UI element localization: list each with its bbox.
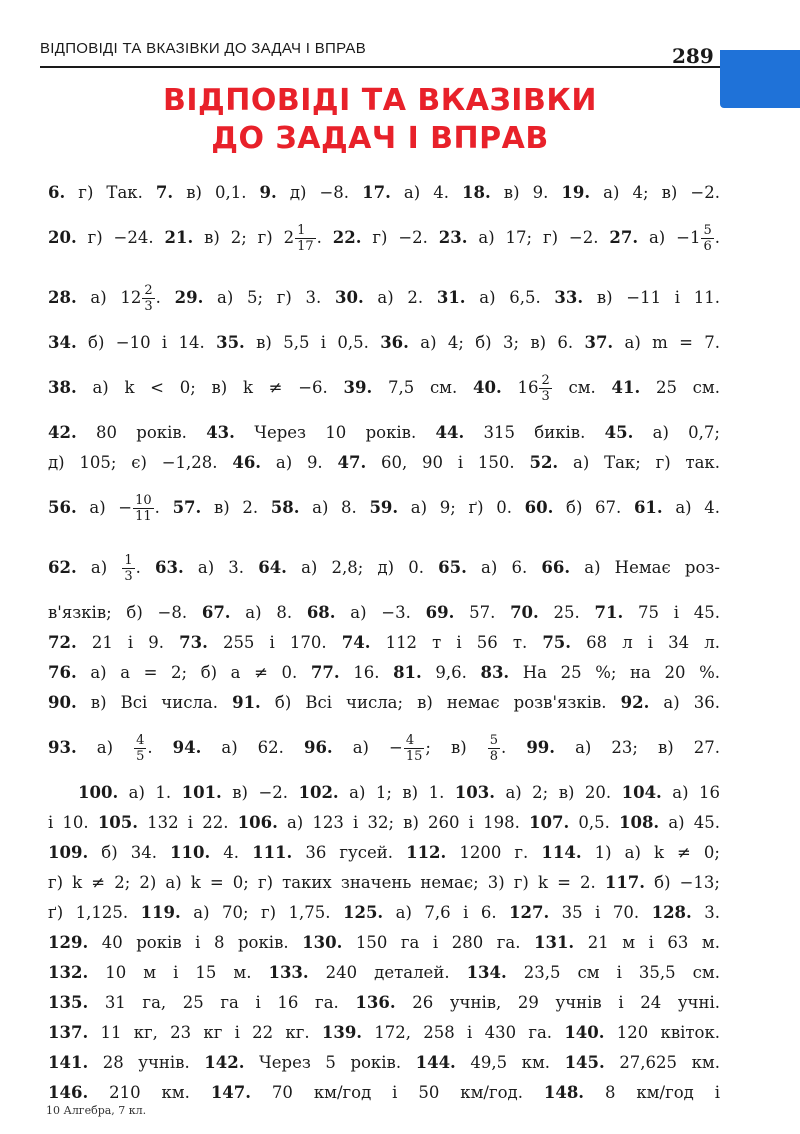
answer-text: см. bbox=[552, 378, 612, 397]
problem-number: 21. bbox=[164, 228, 194, 247]
problem-number: 117. bbox=[604, 873, 646, 892]
problem-number: 114. bbox=[541, 843, 582, 862]
problem-number: 18. bbox=[462, 183, 491, 202]
answer-text: 11 кг, 23 кг і 22 кг. bbox=[88, 1023, 322, 1042]
answer-text: а) 6,5. bbox=[465, 288, 555, 307]
problem-number: 70. bbox=[510, 603, 539, 622]
problem-number: 130. bbox=[302, 933, 343, 952]
answer-text: 1200 г. bbox=[446, 843, 542, 862]
answer-text: б) 34. bbox=[88, 843, 171, 862]
fraction-numerator: 4 bbox=[404, 733, 425, 749]
problem-number: 146. bbox=[48, 1083, 89, 1102]
problem-number: 92. bbox=[620, 693, 650, 712]
problem-number: 65. bbox=[438, 558, 467, 577]
fraction bbox=[488, 733, 500, 764]
answer-text: 4. bbox=[210, 843, 253, 862]
problem-number: 66. bbox=[541, 558, 571, 577]
answer-text: а) 9. bbox=[261, 453, 338, 472]
problem-number: 129. bbox=[48, 933, 89, 952]
problem-number: 58. bbox=[270, 498, 300, 517]
answer-text: а) 123 і 32; в) 260 і 198. bbox=[277, 813, 529, 832]
fraction bbox=[122, 553, 134, 584]
answer-text: а) 17; г) −2. bbox=[467, 228, 610, 247]
problem-number: 94. bbox=[172, 738, 202, 757]
answer-line bbox=[48, 658, 720, 688]
answer-text: а) −1 bbox=[638, 228, 701, 247]
answer-line bbox=[48, 988, 720, 1018]
answer-text: 68 л і 34 л. bbox=[571, 633, 720, 652]
answer-text: 10 м і 15 м. bbox=[88, 963, 269, 982]
fraction-denominator: 6 bbox=[703, 239, 712, 254]
problem-number: 132. bbox=[48, 963, 89, 982]
problem-number: 29. bbox=[174, 288, 204, 307]
answer-line bbox=[48, 808, 720, 838]
answer-text: а) a = 2; б) a ≠ 0. bbox=[76, 663, 311, 682]
answers-body bbox=[48, 178, 720, 1108]
page-title-line-2: ДО ЗАДАЧ І ВПРАВ bbox=[211, 121, 549, 156]
fraction-numerator: 1 bbox=[295, 223, 316, 239]
answer-text: а) 1; в) 1. bbox=[338, 783, 455, 802]
answer-text: 315 биків. bbox=[464, 423, 605, 442]
problem-number: 100. bbox=[78, 783, 119, 802]
problem-number: 46. bbox=[232, 453, 262, 472]
problem-number: 145. bbox=[564, 1053, 605, 1072]
fraction-denominator: 3 bbox=[124, 569, 133, 584]
answer-line bbox=[48, 328, 720, 358]
answer-text: 16. bbox=[339, 663, 394, 682]
fraction bbox=[701, 223, 713, 254]
fraction-numerator: 2 bbox=[541, 373, 550, 388]
answer-text: 255 і 170. bbox=[207, 633, 342, 652]
answer-text: 75 і 45. bbox=[623, 603, 720, 622]
answer-text: в) 2. bbox=[201, 498, 271, 517]
footer-signature: 10 Алгебра, 7 кл. bbox=[46, 1104, 147, 1117]
answer-text: 8 км/год і bbox=[584, 1083, 720, 1102]
answer-line bbox=[48, 358, 720, 418]
answer-line bbox=[48, 628, 720, 658]
answer-text: 23,5 см і 35,5 см. bbox=[506, 963, 720, 982]
answer-text: На 25 %; на 20 %. bbox=[509, 663, 720, 682]
answer-text: 49,5 км. bbox=[455, 1053, 565, 1072]
problem-number: 103. bbox=[454, 783, 495, 802]
problem-number: 77. bbox=[310, 663, 340, 682]
fraction-denominator: 11 bbox=[135, 509, 152, 524]
fraction bbox=[404, 733, 425, 764]
answer-text: 9,6. bbox=[421, 663, 481, 682]
problem-number: 147. bbox=[210, 1083, 251, 1102]
answer-text: 31 га, 25 га і 16 га. bbox=[88, 993, 356, 1012]
answer-text: г) k ≠ 2; 2) а) k = 0; г) таких значень немає; 3) г) k = 2. bbox=[48, 873, 605, 892]
answer-text: а) 3. bbox=[183, 558, 259, 577]
answer-line bbox=[48, 688, 720, 718]
problem-number: 42. bbox=[48, 423, 77, 442]
page-number: 289 bbox=[672, 44, 714, 68]
fraction-denominator: 15 bbox=[405, 749, 423, 764]
answer-line bbox=[48, 868, 720, 898]
answer-line bbox=[48, 898, 720, 928]
problem-number: 148. bbox=[543, 1083, 585, 1102]
problem-number: 139. bbox=[321, 1023, 363, 1042]
answer-text: 3. bbox=[691, 903, 720, 922]
answer-text: а) − bbox=[332, 738, 403, 757]
problem-number: 74. bbox=[341, 633, 371, 652]
fraction bbox=[539, 373, 551, 404]
problem-number: 106. bbox=[237, 813, 278, 832]
problem-number: 93. bbox=[48, 738, 77, 757]
page-title bbox=[0, 82, 760, 158]
answer-line bbox=[48, 1018, 720, 1048]
answer-text: г) Так. bbox=[65, 183, 156, 202]
answer-line bbox=[48, 178, 720, 208]
answer-text: а) 12 bbox=[76, 288, 142, 307]
answer-text: а) Так; г) так. bbox=[558, 453, 720, 472]
answer-text: а) 6. bbox=[466, 558, 542, 577]
answer-text: в) Всі числа. bbox=[76, 693, 233, 712]
answer-text: 40 років і 8 років. bbox=[88, 933, 303, 952]
answer-text: 27,625 км. bbox=[604, 1053, 720, 1072]
answer-text: . bbox=[316, 228, 333, 247]
answer-text: 36 гусей. bbox=[292, 843, 407, 862]
problem-number: 136. bbox=[355, 993, 396, 1012]
answer-text: . bbox=[154, 498, 173, 517]
problem-number: 81. bbox=[393, 663, 422, 682]
answer-line bbox=[48, 1078, 720, 1108]
fraction-numerator: 10 bbox=[135, 493, 152, 508]
fraction-numerator: 2 bbox=[144, 283, 153, 298]
problem-number: 41. bbox=[611, 378, 641, 397]
answer-text: 1) а) k ≠ 0; bbox=[581, 843, 720, 862]
answer-line bbox=[48, 598, 720, 628]
answer-text: . bbox=[501, 738, 527, 757]
problem-number: 35. bbox=[216, 333, 245, 352]
answer-text: а) 8. bbox=[299, 498, 370, 517]
answer-text: б) Всі числа; в) немає розв'язків. bbox=[260, 693, 621, 712]
answer-line bbox=[48, 538, 720, 598]
problem-number: 134. bbox=[466, 963, 507, 982]
problem-number: 68. bbox=[306, 603, 336, 622]
problem-number: 43. bbox=[206, 423, 235, 442]
problem-number: 76. bbox=[48, 663, 77, 682]
answer-text: . bbox=[147, 738, 173, 757]
answer-text: 25. bbox=[538, 603, 595, 622]
problem-number: 62. bbox=[48, 558, 77, 577]
answer-text: а) bbox=[76, 558, 122, 577]
answer-text: а) − bbox=[76, 498, 133, 517]
problem-number: 6. bbox=[48, 183, 66, 202]
problem-number: 141. bbox=[48, 1053, 89, 1072]
problem-number: 45. bbox=[604, 423, 634, 442]
problem-number: 83. bbox=[480, 663, 510, 682]
answer-text: б) −10 і 14. bbox=[76, 333, 217, 352]
problem-number: 22. bbox=[332, 228, 362, 247]
problem-number: 52. bbox=[529, 453, 559, 472]
answer-text: 120 квіток. bbox=[604, 1023, 721, 1042]
answer-line bbox=[48, 838, 720, 868]
answer-line bbox=[48, 268, 720, 328]
answer-text: а) 62. bbox=[201, 738, 304, 757]
answer-text: і 10. bbox=[48, 813, 98, 832]
problem-number: 128. bbox=[651, 903, 692, 922]
answer-text: 57. bbox=[454, 603, 511, 622]
answer-text: г) −2. bbox=[361, 228, 439, 247]
problem-number: 56. bbox=[48, 498, 77, 517]
problem-number: 135. bbox=[48, 993, 89, 1012]
problem-number: 107. bbox=[529, 813, 570, 832]
answer-text: 150 га і 280 га. bbox=[342, 933, 534, 952]
problem-number: 31. bbox=[436, 288, 466, 307]
answer-text: а) 16 bbox=[661, 783, 720, 802]
problem-number: 28. bbox=[48, 288, 77, 307]
answer-text: 70 км/год і 50 км/год. bbox=[251, 1083, 544, 1102]
fraction-numerator: 5 bbox=[489, 733, 499, 748]
answer-text: 21 і 9. bbox=[76, 633, 180, 652]
answer-text: б) 67. bbox=[553, 498, 634, 517]
running-head: ВІДПОВІДІ ТА ВКАЗІВКИ ДО ЗАДАЧ І ВПРАВ bbox=[40, 40, 367, 57]
answer-text: б) −13; bbox=[645, 873, 720, 892]
problem-number: 57. bbox=[172, 498, 202, 517]
problem-number: 125. bbox=[342, 903, 384, 922]
answer-text: 7,5 см. bbox=[372, 378, 473, 397]
answer-line bbox=[48, 208, 720, 268]
problem-number: 109. bbox=[48, 843, 89, 862]
problem-number: 27. bbox=[609, 228, 639, 247]
answer-text: а) bbox=[76, 738, 134, 757]
problem-number: 23. bbox=[438, 228, 468, 247]
problem-number: 63. bbox=[155, 558, 184, 577]
problem-number: 90. bbox=[48, 693, 77, 712]
problem-number: 39. bbox=[343, 378, 373, 397]
problem-number: 44. bbox=[435, 423, 465, 442]
answer-text: 240 деталей. bbox=[308, 963, 467, 982]
problem-number: 91. bbox=[232, 693, 261, 712]
answer-line bbox=[48, 478, 720, 538]
answer-text: а) 2,8; д) 0. bbox=[286, 558, 439, 577]
answer-line bbox=[48, 778, 720, 808]
problem-number: 99. bbox=[526, 738, 556, 757]
answer-text: а) 4; в) −2. bbox=[590, 183, 720, 202]
problem-number: 108. bbox=[618, 813, 660, 832]
answer-text: 60, 90 і 150. bbox=[366, 453, 530, 472]
problem-number: 47. bbox=[337, 453, 367, 472]
answer-text: а) 45. bbox=[659, 813, 720, 832]
answer-text: ґ) 1,125. bbox=[48, 903, 141, 922]
answer-text: а) 9; ґ) 0. bbox=[398, 498, 525, 517]
answer-text: в) 5,5 і 0,5. bbox=[244, 333, 381, 352]
problem-number: 7. bbox=[155, 183, 174, 202]
answer-text: г) −24. bbox=[76, 228, 165, 247]
answer-text: 172, 258 і 430 га. bbox=[362, 1023, 565, 1042]
problem-number: 59. bbox=[369, 498, 399, 517]
answer-line bbox=[48, 718, 720, 778]
answer-text: . bbox=[135, 558, 155, 577]
problem-number: 73. bbox=[179, 633, 208, 652]
fraction-numerator: 5 bbox=[703, 223, 712, 238]
problem-number: 60. bbox=[524, 498, 554, 517]
fraction-denominator: 5 bbox=[136, 749, 145, 764]
problem-number: 119. bbox=[140, 903, 181, 922]
problem-number: 40. bbox=[473, 378, 502, 397]
problem-number: 9. bbox=[259, 183, 277, 202]
answer-text: в'язків; б) −8. bbox=[48, 603, 202, 622]
answer-text: а) 8. bbox=[230, 603, 307, 622]
problem-number: 19. bbox=[561, 183, 591, 202]
answer-text: а) 2. bbox=[363, 288, 437, 307]
answer-text: а) 4; б) 3; в) 6. bbox=[408, 333, 585, 352]
problem-number: 71. bbox=[594, 603, 624, 622]
answer-text: а) m = 7. bbox=[613, 333, 720, 352]
answer-text: 112 т і 56 т. bbox=[370, 633, 543, 652]
answer-text: 21 м і 63 м. bbox=[574, 933, 720, 952]
problem-number: 133. bbox=[268, 963, 309, 982]
header-rule bbox=[40, 66, 730, 68]
answer-text: 0,5. bbox=[569, 813, 619, 832]
problem-number: 38. bbox=[48, 378, 77, 397]
answer-line bbox=[48, 448, 720, 478]
problem-number: 131. bbox=[533, 933, 575, 952]
answer-text: а) 5; г) 3. bbox=[203, 288, 335, 307]
problem-number: 96. bbox=[303, 738, 333, 757]
answer-text: а) 2; в) 20. bbox=[494, 783, 622, 802]
problem-number: 75. bbox=[542, 633, 572, 652]
answer-line bbox=[48, 958, 720, 988]
answer-text: 35 і 70. bbox=[549, 903, 652, 922]
problem-number: 64. bbox=[258, 558, 287, 577]
fraction bbox=[134, 733, 146, 764]
fraction bbox=[133, 493, 154, 524]
fraction-numerator: 4 bbox=[136, 733, 145, 748]
problem-number: 72. bbox=[48, 633, 77, 652]
answer-text: а) −3. bbox=[335, 603, 426, 622]
answer-text: в) −11 і 11. bbox=[583, 288, 720, 307]
answer-text: а) Немає роз- bbox=[570, 558, 720, 577]
problem-number: 30. bbox=[335, 288, 364, 307]
answer-text: в) 2; г) 2 bbox=[193, 228, 295, 247]
answer-text: 28 учнів. bbox=[88, 1053, 205, 1072]
answer-text: 26 учнів, 29 учнів і 24 учні. bbox=[395, 993, 720, 1012]
answer-text: 16 bbox=[501, 378, 539, 397]
fraction-denominator: 8 bbox=[489, 749, 499, 764]
answer-text: 25 см. bbox=[640, 378, 721, 397]
answer-text: в) −2. bbox=[221, 783, 299, 802]
problem-number: 127. bbox=[509, 903, 550, 922]
answer-text: . bbox=[155, 288, 175, 307]
answer-text: а) 36. bbox=[649, 693, 720, 712]
answer-text: а) 4. bbox=[390, 183, 463, 202]
problem-number: 17. bbox=[362, 183, 391, 202]
problem-number: 111. bbox=[252, 843, 293, 862]
fraction bbox=[295, 223, 316, 254]
fraction bbox=[142, 283, 154, 314]
page-title-line-1: ВІДПОВІДІ ТА ВКАЗІВКИ bbox=[163, 83, 597, 118]
problem-number: 142. bbox=[204, 1053, 245, 1072]
answer-text: в) 9. bbox=[490, 183, 562, 202]
problem-number: 137. bbox=[48, 1023, 89, 1042]
answer-line bbox=[48, 418, 720, 448]
problem-number: 36. bbox=[380, 333, 409, 352]
problem-number: 102. bbox=[298, 783, 339, 802]
answer-text: Через 10 років. bbox=[234, 423, 436, 442]
problem-number: 140. bbox=[564, 1023, 605, 1042]
answer-text: а) 0,7; bbox=[633, 423, 720, 442]
problem-number: 112. bbox=[406, 843, 447, 862]
answer-text: а) 4. bbox=[662, 498, 720, 517]
answer-text: д) −8. bbox=[276, 183, 363, 202]
problem-number: 104. bbox=[621, 783, 662, 802]
fraction-denominator: 3 bbox=[144, 299, 153, 314]
answer-text: 80 років. bbox=[76, 423, 207, 442]
answer-text: а) 1. bbox=[118, 783, 182, 802]
answer-text: ; в) bbox=[425, 738, 487, 757]
problem-number: 33. bbox=[554, 288, 584, 307]
problem-number: 67. bbox=[201, 603, 231, 622]
answer-text: а) 70; г) 1,75. bbox=[180, 903, 343, 922]
problem-number: 110. bbox=[170, 843, 211, 862]
answer-text: . bbox=[714, 228, 720, 247]
answer-text: д) 105; є) −1,28. bbox=[48, 453, 233, 472]
problem-number: 144. bbox=[415, 1053, 456, 1072]
answer-text: а) k < 0; в) k ≠ −6. bbox=[76, 378, 344, 397]
fraction-numerator: 1 bbox=[124, 553, 133, 568]
problem-number: 61. bbox=[633, 498, 663, 517]
answer-text: в) 0,1. bbox=[173, 183, 260, 202]
problem-number: 34. bbox=[48, 333, 77, 352]
answer-text: 210 км. bbox=[88, 1083, 211, 1102]
answer-line bbox=[48, 928, 720, 958]
problem-number: 101. bbox=[181, 783, 222, 802]
problem-number: 20. bbox=[48, 228, 77, 247]
answer-text: Через 5 років. bbox=[244, 1053, 416, 1072]
problem-number: 105. bbox=[97, 813, 139, 832]
fraction-denominator: 3 bbox=[541, 389, 550, 404]
answer-text: а) 7,6 і 6. bbox=[383, 903, 510, 922]
answer-text: 132 і 22. bbox=[138, 813, 238, 832]
problem-number: 69. bbox=[425, 603, 455, 622]
problem-number: 37. bbox=[584, 333, 614, 352]
fraction-denominator: 17 bbox=[297, 239, 314, 254]
answer-text: а) 23; в) 27. bbox=[555, 738, 720, 757]
answer-line bbox=[48, 1048, 720, 1078]
